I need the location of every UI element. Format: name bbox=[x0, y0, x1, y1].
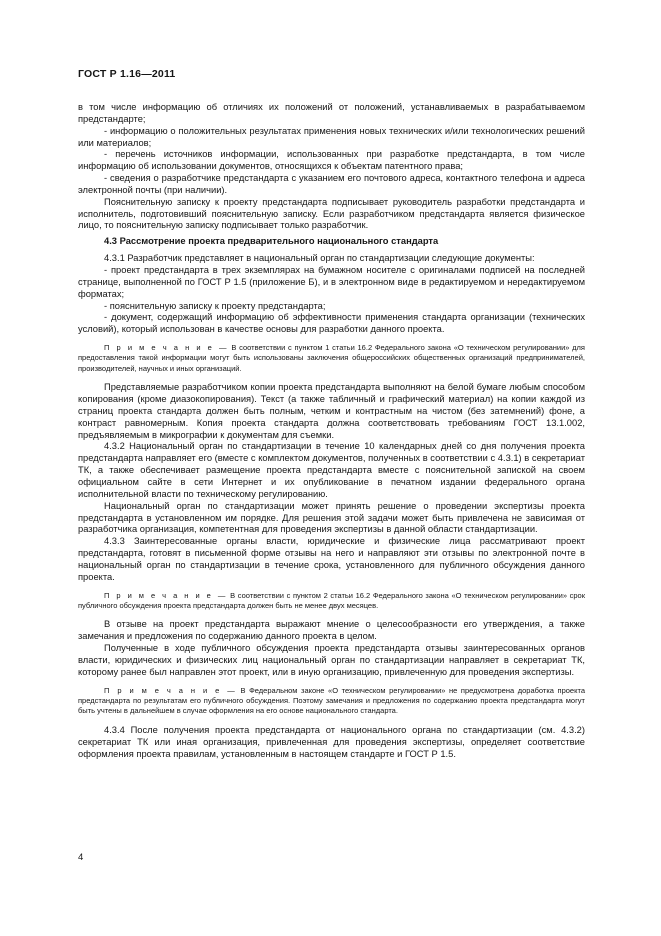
list-item: - документ, содержащий информацию об эффективности применения стандарта организации (технических условий), который использован в качестве основы для разработки данного проекта. bbox=[78, 312, 585, 335]
paragraph-4-3-2: 4.3.2 Национальный орган по стандартизации в течение 10 календарных дней со дня получения проекта предстандарта направляет его (вместе с комплектом документов, полученных в соответствии с 4.3.1) в секретариат ТК, а также обеспечивает размещение проекта предстандарта вместе с пояснительной запиской на своем официальном сайте в сети Интернет и их опубликование в печатном издании федерального органа исполнительной власти по техническому регулированию. bbox=[78, 441, 585, 499]
paragraph: В отзыве на проект предстандарта выражают мнение о целесообразности его утверждения, а также замечания и предложения по содержанию данного проекта в целом. bbox=[78, 619, 585, 642]
document-body bbox=[78, 102, 585, 760]
paragraph: в том числе информацию об отличиях их положений от положений, устанавливаемых в разрабатываемом предстандарте; bbox=[78, 102, 585, 124]
document-header: ГОСТ Р 1.16—2011 bbox=[78, 68, 176, 80]
paragraph-4-3-1: 4.3.1 Разработчик представляет в национальный орган по стандартизации следующие документы: bbox=[104, 253, 535, 264]
note-text: В Федеральном законе «О техническом регулировании» не предусмотрена доработка проекта предстандарта по результатам его публичного обсуждения. Поэтому замечания и предложения по содержанию проекта предстандарта могут быть учтены в дальнейшем в случае оформления на его основе национального стандарта. bbox=[78, 685, 585, 716]
list-item: - перечень источников информации, использованных при разработке предстандарта, в том числе информацию об использовании документов, относящихся к объектам патентного права; bbox=[78, 149, 585, 172]
list-item: - сведения о разработчике предстандарта с указанием его почтового адреса, контактного телефона и адреса электронной почты (при наличии). bbox=[78, 173, 585, 195]
note-1 bbox=[78, 343, 585, 374]
note-label: П р и м е ч а н и е — bbox=[104, 343, 229, 353]
paragraph-4-3-4: 4.3.4 После получения проекта предстандарта от национального органа по стандартизации (см. 4.3.2) секретариат ТК или иная организация, привлеченная для проведения экспертизы, определяет соответствие оформления проекта правилам, установленным в настоящем стандарте и ГОСТ Р 1.5. bbox=[78, 724, 585, 759]
paragraph: Национальный орган по стандартизации может принять решение о проведении экспертизы проекта предстандарта в установленном им порядке. Для решения этой задачи может быть привлечена не зависимая от разработчика организация, компетентная для проведения экспертизы в данной области стандартизации. bbox=[78, 500, 585, 535]
paragraph: Представляемые разработчиком копии проекта предстандарта выполняют на белой бумаге любым способом копирования (кроме диазокопирования). Текст (а также табличный и графический материал) на копии каждой из страниц проекта стандарта должен быть полным, четким и контрастным на чистом (без затемнений) фоне, а контраст равномерным. Копия проекта стандарта должна соответствовать требованиям ГОСТ 13.1.002, предъявляемым в микрографии к документам для съемки. bbox=[78, 382, 585, 440]
list-item: - пояснительную записку к проекту предстандарта; bbox=[104, 300, 326, 311]
note-label: П р и м е ч а н и е — bbox=[104, 685, 237, 695]
list-item: - информацию о положительных результатах применения новых технических и/или технологических решений или материалов; bbox=[78, 125, 585, 148]
note-2 bbox=[78, 591, 585, 612]
page-number: 4 bbox=[78, 852, 84, 863]
list-item: - проект предстандарта в трех экземплярах на бумажном носителе с оригиналами подписей на последней странице, выполненной по ГОСТ Р 1.5 (приложение Б), и в электронном виде в редактируемом и нередактируемом форматах; bbox=[78, 264, 585, 299]
note-3 bbox=[78, 686, 585, 717]
note-label: П р и м е ч а н и е — bbox=[104, 590, 228, 600]
note-text: В соответствии с пунктом 1 статьи 16.2 Федерального закона «О техническом регулировании» для предоставления такой информации могут быть использованы заключения общероссийских общественных организаций предпринимателей, производителей, научных и иных организаций. bbox=[78, 343, 585, 373]
paragraph: Полученные в ходе публичного обсуждения проекта предстандарта отзывы заинтересованных органов власти, юридических и физических лиц национальный орган по стандартизации направляет в секретариат ТК, которому ранее был направлен этот проект, или в иную организацию, привлеченную для проведения экспертизы. bbox=[78, 643, 585, 677]
section-heading-4-3: 4.3 Рассмотрение проекта предварительного национального стандарта bbox=[104, 236, 439, 247]
paragraph: Пояснительную записку к проекту предстандарта подписывает руководитель разработки предстандарта и исполнитель, подготовивший пояснительную записку. Если разработчиком предстандарта является физическое лицо, то пояснительную записку подписывает только разработчик. bbox=[78, 196, 585, 231]
note-text: В соответствии с пунктом 2 статьи 16.2 Федерального закона «О техническом регулировании» срок публичного обсуждения проекта предстандарта должен быть не менее двух месяцев. bbox=[78, 590, 585, 610]
paragraph-4-3-3: 4.3.3 Заинтересованные органы власти, юридические и физические лица рассматривают проект предстандарта, готовят в письменной форме отзывы на него и направляют эти отзывы по электронной почте в национальный орган по стандартизации в течение срока, установленного для публичного обсуждения данного проекта. bbox=[78, 536, 585, 582]
